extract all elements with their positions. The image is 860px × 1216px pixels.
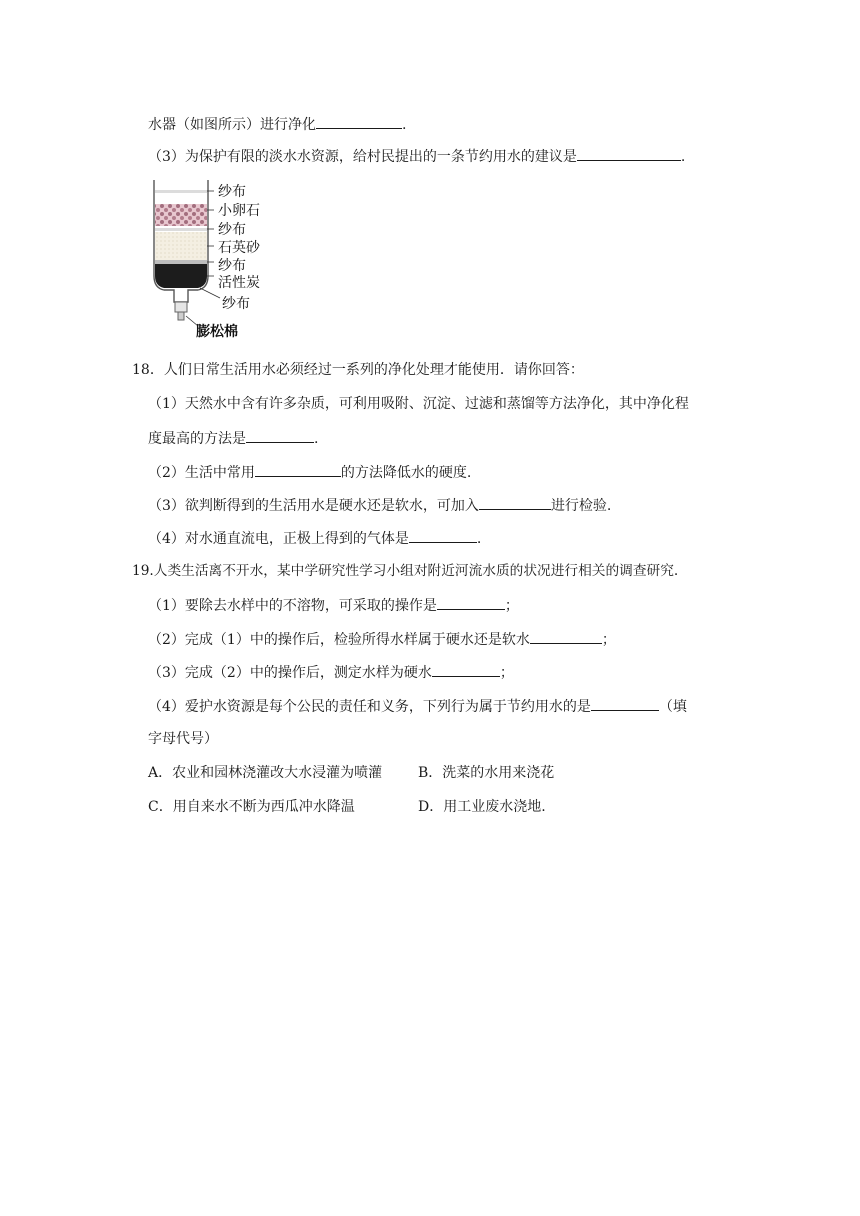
activated-carbon-layer: [155, 264, 207, 288]
q18-part4-text: （4）对水通直流电，正极上得到的气体是: [148, 531, 409, 547]
figure-label-gauze: 纱布: [218, 222, 246, 238]
figure-label-gauze: 纱布: [218, 258, 246, 274]
quartz-sand-layer: [155, 232, 207, 260]
q17-line1-text: 水器（如图所示）进行净化: [148, 117, 316, 133]
q18-part3-text-b: 进行检验.: [550, 498, 612, 514]
q17-part3: [148, 146, 685, 167]
figure-label-pebbles: 小卵石: [218, 203, 260, 219]
q19-part4-line1: [148, 696, 687, 717]
q19-part1-text: （1）要除去水样中的不溶物，可采取的操作是: [148, 598, 437, 614]
q19-part3-end: ；: [499, 665, 514, 681]
q17-part3-text: （3）为保护有限的淡水水资源，给村民提出的一条节约用水的建议是: [148, 149, 577, 165]
q18-part1-line1: （1）天然水中含有许多杂质，可利用吸附、沉淀、过滤和蒸馏等方法净化，其中净化程: [148, 396, 689, 412]
answer-blank[interactable]: [591, 696, 659, 711]
q17-part3-end: .: [680, 149, 686, 165]
answer-blank[interactable]: [577, 146, 681, 161]
q17-line-water-purifier: [148, 114, 406, 135]
answer-blank[interactable]: [409, 528, 477, 543]
q19-part1-end: ；: [504, 598, 519, 614]
answer-blank[interactable]: [530, 629, 602, 644]
q18-part3: [148, 495, 611, 516]
figure-label-quartz-sand: 石英砂: [218, 240, 260, 256]
q19-option-a[interactable]: A．农业和园林浇灌改大水浸灌为喷灌: [148, 765, 383, 781]
q18-part4: [148, 528, 481, 549]
q19-part3-text: （3）完成（2）中的操作后，测定水样为硬水: [148, 665, 432, 681]
pebble-layer: [155, 204, 207, 226]
q18-part2: [148, 462, 471, 483]
figure-label-activated-carbon: 活性炭: [218, 275, 260, 291]
q19-part3: [148, 662, 514, 683]
answer-blank[interactable]: [246, 428, 314, 443]
q17-line1-end: .: [402, 117, 407, 133]
q19-option-c[interactable]: C．用自来水不断为西瓜冲水降温: [148, 799, 355, 815]
water-purifier-figure: [148, 176, 280, 342]
figure-label-cotton: 膨松棉: [196, 324, 238, 340]
q18-part2-text-a: （2）生活中常用: [148, 465, 255, 481]
q18-part4-end: .: [476, 531, 482, 547]
q18-part1-text: 度最高的方法是: [148, 431, 246, 447]
q19-part4-line2: 字母代号）: [148, 731, 218, 747]
q19-part4-end: （填: [658, 699, 687, 715]
q18-part2-text-b: 的方法降低水的硬度.: [340, 465, 472, 481]
q19-option-d[interactable]: D．用工业废水浇地.: [418, 799, 546, 815]
answer-blank[interactable]: [316, 114, 402, 129]
figure-label-gauze: 纱布: [222, 296, 250, 312]
q18-part1-line2: [148, 428, 318, 449]
q19-stem: 19.人类生活离不开水，某中学研究性学习小组对附近河流水质的状况进行相关的调查研究.: [132, 563, 679, 579]
q19-part2-end: ；: [601, 632, 616, 648]
answer-blank[interactable]: [479, 495, 551, 510]
q18-part3-text-a: （3）欲判断得到的生活用水是硬水还是软水，可加入: [148, 498, 479, 514]
answer-blank[interactable]: [432, 662, 500, 677]
answer-blank[interactable]: [437, 595, 505, 610]
gauze-layer: [155, 190, 207, 193]
answer-blank[interactable]: [255, 462, 341, 477]
q18-stem: 18．人们日常生活用水必须经过一系列的净化处理才能使用．请你回答：: [132, 362, 584, 378]
q19-part2: [148, 629, 616, 650]
figure-label-gauze: 纱布: [218, 184, 246, 200]
q19-part4-text: （4）爱护水资源是每个公民的责任和义务，下列行为属于节约用水的是: [148, 699, 591, 715]
q19-part1: [148, 595, 519, 616]
gauze-layer: [155, 260, 207, 264]
gauze-layer: [155, 228, 207, 231]
q18-part1-end: .: [314, 431, 319, 447]
q19-option-b[interactable]: B．洗菜的水用来浇花: [418, 765, 555, 781]
q19-part2-text: （2）完成（1）中的操作后，检验所得水样属于硬水还是软水: [148, 632, 530, 648]
